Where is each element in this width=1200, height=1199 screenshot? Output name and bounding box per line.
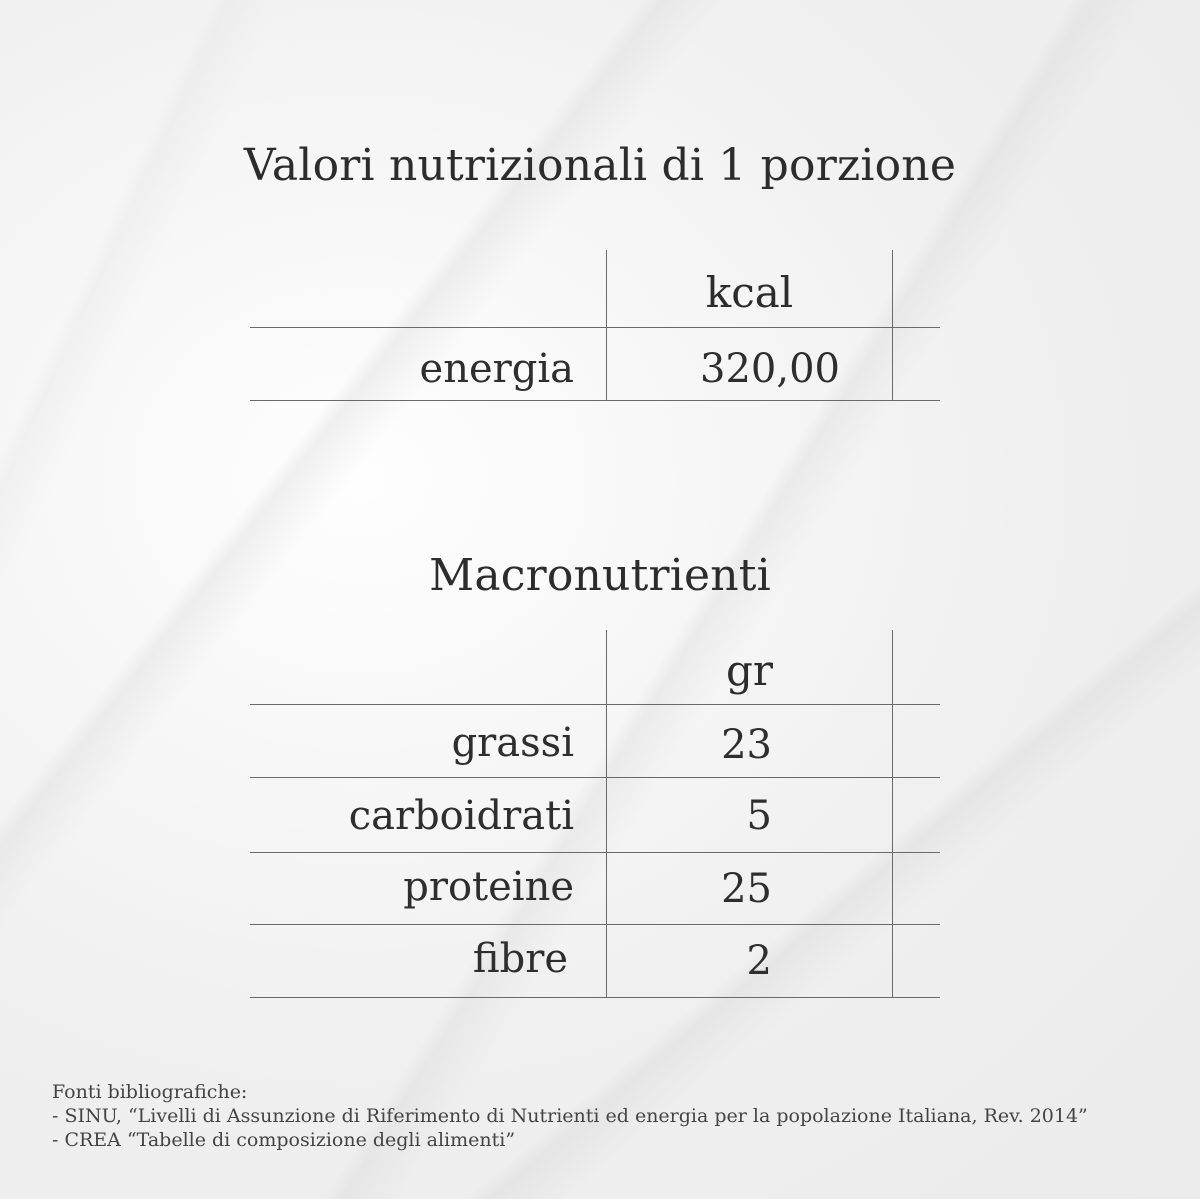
macro-row-label: carboidrati: [348, 793, 574, 839]
energy-row-label: energia: [419, 346, 574, 392]
column-divider-right: [892, 630, 893, 998]
row-divider: [250, 327, 940, 328]
row-divider: [250, 777, 940, 778]
macro-row-value: 2: [746, 938, 772, 984]
row-divider: [250, 852, 940, 853]
macro-row-label: grassi: [451, 720, 574, 766]
page-title: Valori nutrizionali di 1 porzione: [243, 140, 957, 191]
macro-row-value: 25: [721, 866, 772, 912]
row-divider: [250, 400, 940, 401]
macro-row-label: proteine: [403, 864, 574, 910]
energy-table: [250, 250, 940, 402]
macro-unit-header: gr: [726, 646, 773, 695]
section-title-macronutrients: Macronutrienti: [429, 550, 771, 601]
source-item: - SINU, “Livelli di Assunzione di Riferimento di Nutrienti ed energia per la popolazione Italiana, Rev. 2014”: [52, 1105, 1088, 1127]
sources-heading: Fonti bibliografiche:: [52, 1081, 248, 1103]
macro-row-value: 5: [746, 793, 772, 839]
macro-row-label: fibre: [472, 936, 568, 982]
macro-row-value: 23: [721, 722, 772, 768]
source-item: - CREA “Tabelle di composizione degli alimenti”: [52, 1129, 516, 1151]
row-divider: [250, 997, 940, 998]
row-divider: [250, 704, 940, 705]
macronutrients-table: [250, 630, 940, 1000]
row-divider: [250, 924, 940, 925]
energy-unit-header: kcal: [705, 268, 794, 317]
sources-footnote: [52, 1080, 1088, 1152]
column-divider-right: [892, 250, 893, 401]
energy-row-value: 320,00: [700, 346, 840, 392]
